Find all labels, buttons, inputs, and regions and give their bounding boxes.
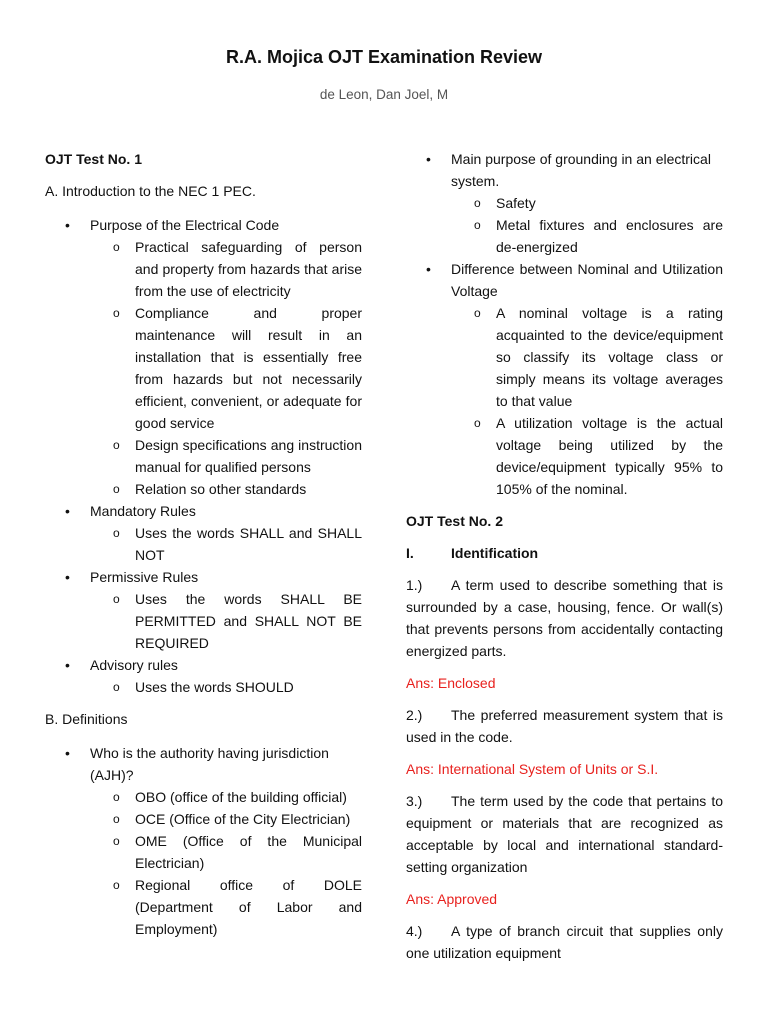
- question-number: 4.): [406, 923, 423, 939]
- list-item: [45, 566, 362, 654]
- list-item: o A utilization voltage is the actual voltage being utilized by the device/equipment typically 95% to 105% of the nominal.: [451, 412, 723, 500]
- list-item: [406, 258, 723, 500]
- voltage-label: Difference between Nominal and Utilization Voltage: [451, 261, 723, 299]
- answer-1: Ans: Enclosed: [406, 675, 496, 691]
- list-item: o OBO (office of the building official): [90, 786, 362, 808]
- question-2: [406, 704, 723, 748]
- mandatory-sublist: [90, 522, 362, 566]
- identification-number: I.: [406, 545, 414, 561]
- list-item: o OCE (Office of the City Electrician): [90, 808, 362, 830]
- purpose-sublist: [90, 236, 362, 500]
- question-4: [406, 920, 723, 964]
- ajh-label: Who is the authority having jurisdiction (AJH)?: [90, 745, 329, 783]
- list-item: o Compliance and proper maintenance will result in an installation that is essentially free from hazards but not necessarily efficient, convenient, or adequate for good service: [90, 302, 362, 434]
- list-item: o Regional office of DOLE (Department of Labor and Employment): [90, 874, 362, 940]
- list-item: o Design specifications ang instruction manual for qualified persons: [90, 434, 362, 478]
- question-number: 1.): [406, 577, 423, 593]
- identification-heading: [406, 542, 723, 564]
- question-number: 3.): [406, 793, 423, 809]
- permissive-sublist: [90, 588, 362, 654]
- list-item: [45, 654, 362, 698]
- grounding-sublist: [451, 192, 723, 258]
- grounding-label: Main purpose of grounding in an electrical system.: [451, 151, 711, 189]
- permissive-label: Permissive Rules: [90, 569, 199, 585]
- list-item: o A nominal voltage is a rating acquainted to the device/equipment so classify its voltage class or simply means its voltage averages to that value: [451, 302, 723, 412]
- list-item: o Uses the words SHOULD: [90, 676, 362, 698]
- question-text: The preferred measurement system that is used in the code.: [406, 707, 723, 745]
- list-item: o Practical safeguarding of person and property from hazards that arise from the use of electricity: [90, 236, 362, 302]
- left-column: [45, 148, 362, 940]
- ajh-sublist: [90, 786, 362, 940]
- question-number: 2.): [406, 707, 423, 723]
- question-text: A term used to describe something that is surrounded by a case, housing, fence. Or wall(s) that prevents persons from accidentally contacting energized parts.: [406, 577, 723, 659]
- question-text: The term used by the code that pertains to equipment or materials that are recognized as acceptable by local and international standard-setting organization: [406, 793, 723, 875]
- list-item: [45, 214, 362, 500]
- answer-2: Ans: International System of Units or S.I.: [406, 761, 659, 777]
- list-item: o Relation so other standards: [90, 478, 362, 500]
- list-item: o Uses the words SHALL and SHALL NOT: [90, 522, 362, 566]
- section-a-list: [45, 214, 362, 698]
- question-text: A type of branch circuit that supplies only one utilization equipment: [406, 923, 723, 961]
- list-item: [406, 148, 723, 258]
- answer-3: Ans: Approved: [406, 891, 498, 907]
- right-column: [406, 148, 723, 964]
- section-b-list: [45, 742, 362, 940]
- voltage-sublist: [451, 302, 723, 500]
- test2-heading: OJT Test No. 2: [406, 513, 503, 529]
- list-item: o Uses the words SHALL BE PERMITTED and SHALL NOT BE REQUIRED: [90, 588, 362, 654]
- question-3: [406, 790, 723, 878]
- list-item: o Metal fixtures and enclosures are de-energized: [451, 214, 723, 258]
- test1-heading: OJT Test No. 1: [45, 151, 142, 167]
- identification-label: Identification: [451, 545, 539, 561]
- mandatory-label: Mandatory Rules: [90, 503, 196, 519]
- section-a-heading: A. Introduction to the NEC 1 PEC.: [45, 183, 256, 199]
- list-item: [45, 500, 362, 566]
- list-item: [45, 742, 362, 940]
- document-title: R.A. Mojica OJT Examination Review: [225, 47, 543, 67]
- list-item: o OME (Office of the Municipal Electrician): [90, 830, 362, 874]
- section-b-heading: B. Definitions: [45, 711, 128, 727]
- question-1: [406, 574, 723, 662]
- list-item: o Safety: [451, 192, 723, 214]
- document-author: de Leon, Dan Joel, M: [319, 87, 449, 102]
- right-list: [406, 148, 723, 500]
- purpose-label: Purpose of the Electrical Code: [90, 217, 280, 233]
- advisory-sublist: [90, 676, 362, 698]
- advisory-label: Advisory rules: [90, 657, 178, 673]
